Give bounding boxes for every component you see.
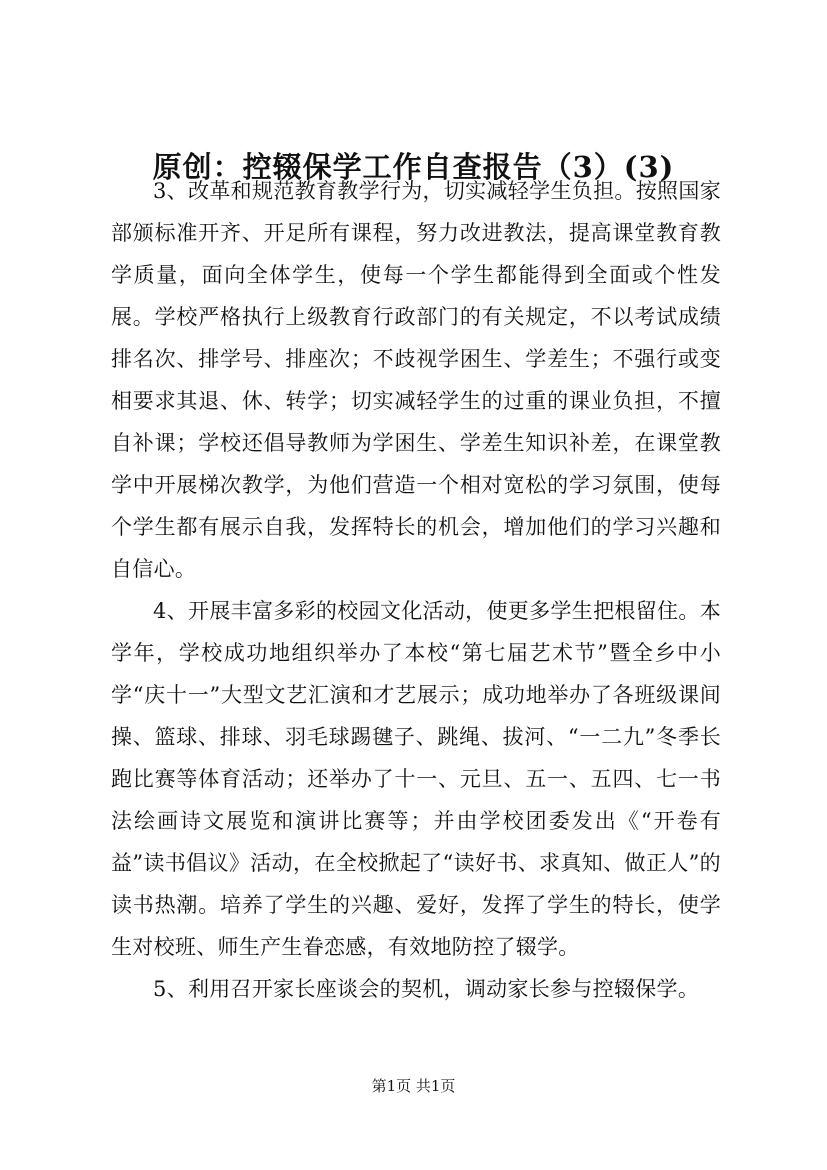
paragraph-4: 4、开展丰富多彩的校园文化活动，使更多学生把根留住。本学年，学校成功地组织举办了本校“第七届艺术节”暨全乡中小学“庆十一”大型文艺汇演和才艺展示；成功地举办了各班级课间操、篮球、排球、羽毛球踢毽子、跳绳、拔河、“一二九”冬季长跑比赛等体育活动；还举办了十一、元旦、五一、五四、七一书法绘画诗文展览和演讲比赛等；并由学校团委发出《“开卷有益”读书倡议》活动，在全校掀起了“读好书、求真知、做正人”的读书热潮。培养了学生的兴趣、爱好，发挥了学生的特长，使学生对校班、师生产生眷恋感，有效地防控了辍学。 [111, 599, 721, 959]
document-title: 原创：控辍保学工作自查报告（3）(3) [152, 150, 675, 184]
paragraph-5: 5、利用召开家长座谈会的契机，调动家长参与控辍保学。 [153, 977, 700, 1001]
page-footer: 第1页 共1页 [371, 1077, 456, 1095]
document-body [111, 170, 721, 1010]
paragraph-3: 3、改革和规范教育教学行为，切实减轻学生负担。按照国家部颁标准开齐、开足所有课程，努力改进教法，提高课堂教育教学质量，面向全体学生，使每一个学生都能得到全面或个性发展。学校严格执行上级教育行政部门的有关规定，不以考试成绩排名次、排学号、排座次；不歧视学困生、学差生；不强行或变相要求其退、休、转学；切实减轻学生的过重的课业负担，不擅自补课；学校还倡导教师为学困生、学差生知识补差，在课堂教学中开展梯次教学，为他们营造一个相对宽松的学习氛围，使每个学生都有展示自我，发挥特长的机会，增加他们的学习兴趣和自信心。 [111, 179, 721, 581]
